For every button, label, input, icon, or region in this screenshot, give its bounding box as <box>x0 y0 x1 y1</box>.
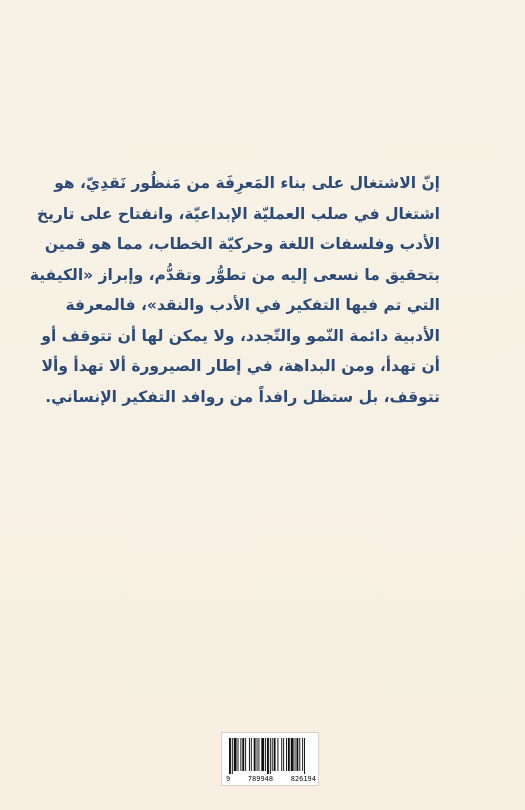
barcode-bar <box>234 738 237 771</box>
blurb-line-7: أن تهدأ، ومن البداهة، في إطار الصيرورة ألا تهدأ وألا <box>41 357 440 375</box>
barcode-bar <box>261 738 264 771</box>
blurb-line-2: اشتغال في صلب العمليّة الإبداعيّة، وانفتاح على تاريخ <box>36 204 440 223</box>
barcode-bar <box>283 738 284 771</box>
isbn-barcode <box>221 732 319 786</box>
barcode-bar <box>232 738 233 774</box>
barcode-bar <box>270 738 271 774</box>
blurb-line-8: تتوقف، بل ستظل رافداً من روافد التفكير الإنساني. <box>45 387 440 406</box>
barcode-bar <box>272 738 273 771</box>
barcode-digit-prefix: 9 <box>226 775 231 783</box>
barcode-bar <box>286 738 287 771</box>
barcode-bar <box>238 738 239 771</box>
barcode-bar <box>299 738 300 771</box>
barcode-digits-left-group: 789948 <box>247 775 274 783</box>
barcode-bar <box>304 738 305 774</box>
barcode-bar <box>291 738 294 771</box>
barcode-bar <box>257 738 258 771</box>
blurb-line-3: الأدب وفلسفات اللغة وحركيّة الخطاب، مما هو قمين <box>44 235 440 253</box>
barcode-bar <box>265 738 266 771</box>
barcode-bar <box>288 738 290 771</box>
blurb-line-1: إنّ الاشتغال على بناء المَعرِفَة من مَنظُور نَقدِيّ، هو <box>54 174 440 192</box>
barcode-bar <box>296 738 298 771</box>
barcode-bar <box>267 738 269 774</box>
barcode-bar <box>254 738 256 771</box>
barcode-bar <box>249 738 250 771</box>
barcode-digits-right-group: 826194 <box>290 775 316 783</box>
blurb-paragraph <box>29 168 440 412</box>
blurb-line-6: الأدبية دائمة النّمو والتّجدد، ولا يمكن لها أن تتوقف أو <box>41 326 440 345</box>
barcode-bar <box>229 738 231 774</box>
barcode-bar <box>281 738 282 771</box>
blurb-line-5: التي تم فيها التفكير في الأدب والنقد»، فالمعرفة <box>65 296 440 314</box>
barcode-bar <box>251 738 252 771</box>
barcode-bar <box>242 738 244 771</box>
barcode-bar <box>240 738 241 771</box>
barcode-bar <box>295 738 296 771</box>
blurb-line-4: بتحقيق ما نسعى إليه من تطوُّر وتقدُّم، وإبراز «الكيفية <box>29 265 440 284</box>
barcode-bar <box>277 738 278 771</box>
barcode-bars <box>229 738 313 774</box>
barcode-bar <box>302 738 303 771</box>
barcode-digits <box>224 775 318 783</box>
barcode-bar <box>258 738 259 771</box>
barcode-bar <box>274 738 276 771</box>
barcode-bar <box>245 738 246 771</box>
